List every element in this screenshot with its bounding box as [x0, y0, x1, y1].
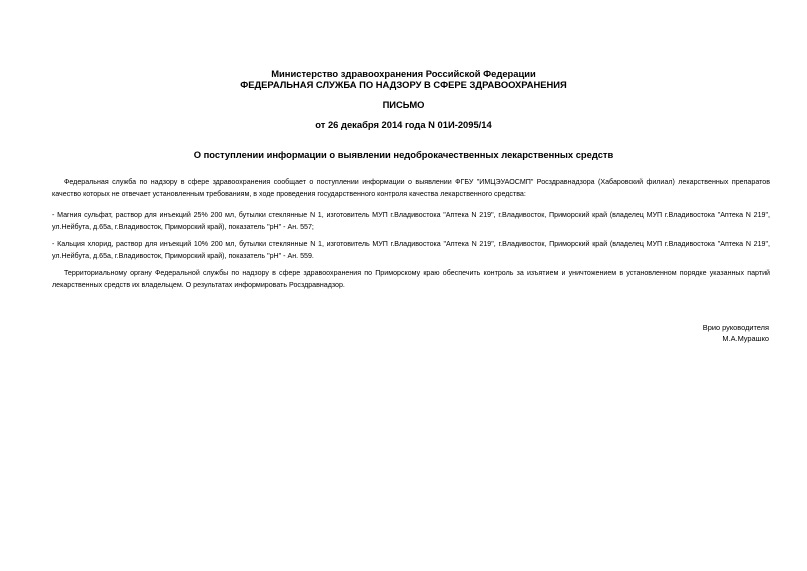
signatory-name: М.А.Мурашко — [722, 334, 769, 343]
closing-paragraph: Территориальному органу Федеральной службы по надзору в сфере здравоохранения по Приморскому краю обеспечить контроль за изъятием и уничтожением в установленном порядке указанных партий лекарственных средств их владельцем. О результатах информировать Росздравнадзор. — [52, 269, 770, 290]
signatory-position: Врио руководителя — [702, 323, 769, 332]
item-2-paragraph: - Кальция хлорид, раствор для инъекций 10% 200 мл, бутылки стеклянные N 1, изготовитель МУП г.Владивостока "Аптека N 219", г.Владивосток, Приморский край (владелец МУП г.Владивостока "Аптека N 219", ул.Нейбута, д.65а, г.Владивосток, Приморский край), показатель "pH" - Ан. 559. — [52, 240, 770, 261]
document-type: ПИСЬМО — [382, 99, 425, 110]
item-1-paragraph: - Магния сульфат, раствор для инъекций 25% 200 мл, бутылки стеклянные N 1, изготовитель МУП г.Владивостока "Аптека N 219", г.Владивосток, Приморский край (владелец МУП г.Владивостока "Аптека N 219", ул.Нейбута, д.65а, г.Владивосток, Приморский край), показатель "pH" - Ан. 557; — [52, 211, 770, 232]
document-date-number: от 26 декабря 2014 года N 01И-2095/14 — [315, 119, 492, 130]
service-name: ФЕДЕРАЛЬНАЯ СЛУЖБА ПО НАДЗОРУ В СФЕРЕ ЗДРАВООХРАНЕНИЯ — [240, 79, 567, 90]
document-subject: О поступлении информации о выявлении недоброкачественных лекарственных средств — [193, 149, 614, 160]
intro-paragraph: Федеральная служба по надзору в сфере здравоохранения сообщает о поступлении информации о выявлении ФГБУ "ИМЦЭУАОСМП" Росздравнадзора (Хабаровский филиал) лекарственных препаратов качество которых не отвечает установленным требованиям, в ходе проведения государственного контроля качества лекарственного средства: — [52, 178, 770, 199]
ministry-name: Министерство здравоохранения Российской Федерации — [271, 68, 536, 79]
